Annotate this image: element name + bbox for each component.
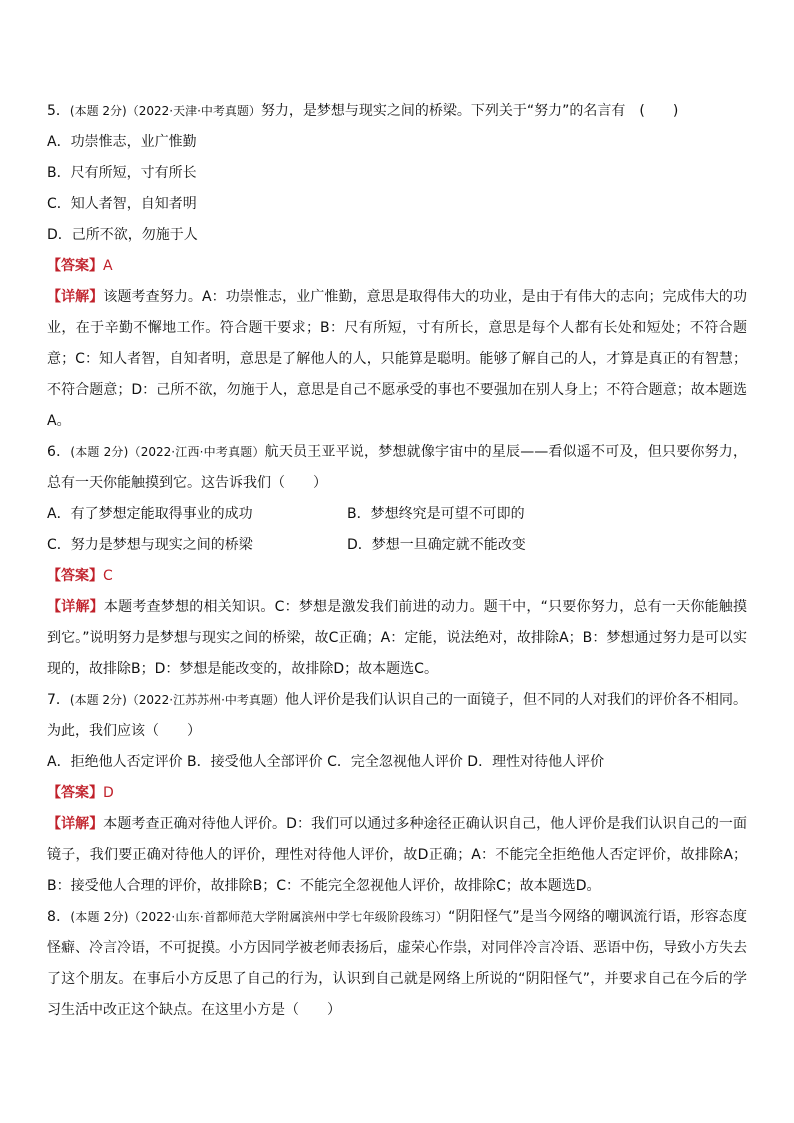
answer-label: 【答案】 <box>47 258 103 274</box>
question-7-detail <box>47 809 747 902</box>
question-number: 5． <box>47 103 70 119</box>
question-7-answer <box>47 778 747 809</box>
question-6-option-b: B．梦想终究是可望不可即的 <box>347 506 525 522</box>
answer-value: C <box>103 568 113 584</box>
question-text: 航天员王亚平说，梦想就像宇宙中的星辰——看似遥不可及，但只要你努力，总有一天你能触摸到它。这告诉我们（ ） <box>47 444 748 491</box>
question-8-stem <box>47 902 747 1026</box>
answer-label: 【答案】 <box>47 568 103 584</box>
question-5-option-b: B．尺有所短，寸有所长 <box>47 165 197 181</box>
question-number: 8． <box>47 909 71 925</box>
detail-label: 【详解】 <box>47 816 104 832</box>
question-6-detail <box>47 592 747 685</box>
detail-label: 【详解】 <box>47 289 104 305</box>
question-6-option-c: C．努力是梦想与现实之间的桥梁 <box>47 537 253 553</box>
question-number: 7． <box>47 692 70 708</box>
question-6-option-d: D．梦想一旦确定就不能改变 <box>347 537 526 553</box>
question-6-answer <box>47 561 747 592</box>
question-7-options: A．拒绝他人否定评价 B．接受他人全部评价 C．完全忽视他人评价 D．理性对待他人评价 <box>47 754 605 770</box>
question-text: 他人评价是我们认识自己的一面镜子，但不同的人对我们的评价各不相同。为此，我们应该（ ） <box>47 692 747 739</box>
detail-text: 本题考查正确对待他人评价。D：我们可以通过多种途径正确认识自己，他人评价是我们认识自己的一面镜子，我们要正确对待他人的评价，理性对待他人评价，故D正确；A：不能完全拒绝他人否定评价，故排除A；B：接受他人合理的评价，故排除B；C：不能完全忽视他人评价，故排除C；故本题选D。 <box>47 816 747 894</box>
detail-text: 该题考查努力。A：功崇惟志，业广惟勤，意思是取得伟大的功业，是由于有伟大的志向；完成伟大的功业，在于辛勤不懈地工作。符合题干要求；B：尺有所短，寸有所长，意思是每个人都有长处和短处；不符合题意；C：知人者智，自知者明，意思是了解他人的人，只能算是聪明。能够了解自己的人，才算是真正的有智慧；不符合题意；D：己所不欲，勿施于人，意思是自己不愿承受的事也不要强加在别人身上；不符合题意；故本题选A。 <box>47 289 748 429</box>
question-5-option-c: C．知人者智，自知者明 <box>47 196 197 212</box>
question-5-option-d: D．己所不欲，勿施于人 <box>47 227 198 243</box>
detail-text: 本题考查梦想的相关知识。C：梦想是激发我们前进的动力。题干中，“只要你努力，总有一天你能触摸到它。”说明努力是梦想与现实之间的桥梁，故C正确；A：定能，说法绝对，故排除A；B：梦想通过努力是可以实现的，故排除B；D：梦想是能改变的，故排除D；故本题选C。 <box>47 599 748 677</box>
detail-label: 【详解】 <box>47 599 104 615</box>
question-5-answer <box>47 251 747 282</box>
question-number: 6． <box>47 444 71 460</box>
question-6-options-row-2 <box>47 530 747 561</box>
question-5-stem <box>47 96 747 127</box>
question-meta: (本题 2分)（2022·山东·首都师范大学附属滨州中学七年级阶段练习） <box>70 910 449 924</box>
question-meta: (本题 2分)（2022·江西·中考真题） <box>70 445 265 459</box>
question-text: 努力，是梦想与现实之间的桥梁。下列关于“努力”的名言有 ( ) <box>260 103 679 119</box>
question-5-option-a: A．功崇惟志，业广惟勤 <box>47 134 197 150</box>
answer-value: A <box>103 258 113 274</box>
question-6-options-row-1 <box>47 499 747 530</box>
question-6-option-a: A．有了梦想定能取得事业的成功 <box>47 506 253 522</box>
question-meta: (本题 2分)（2022·江苏苏州·中考真题） <box>69 693 285 707</box>
question-meta: (本题 2分)（2022·天津·中考真题） <box>69 104 261 118</box>
question-6-stem <box>47 437 747 499</box>
answer-value: D <box>103 785 114 801</box>
question-7-stem <box>47 685 747 747</box>
document-content <box>47 96 747 1026</box>
question-text: “阴阳怪气”是当今网络的嘲讽流行语，形容态度怪癖、冷言冷语，不可捉摸。小方因同学被老师表扬后，虚荣心作祟，对同伴冷言冷语、恶语中伤，导致小方失去了这个朋友。在事后小方反思了自己的行为，认识到自己就是网络上所说的“阴阳怪气”，并要求自己在今后的学习生活中改正这个缺点。在这里小方是（ ） <box>47 909 748 1018</box>
question-5-detail <box>47 282 747 437</box>
answer-label: 【答案】 <box>47 785 103 801</box>
